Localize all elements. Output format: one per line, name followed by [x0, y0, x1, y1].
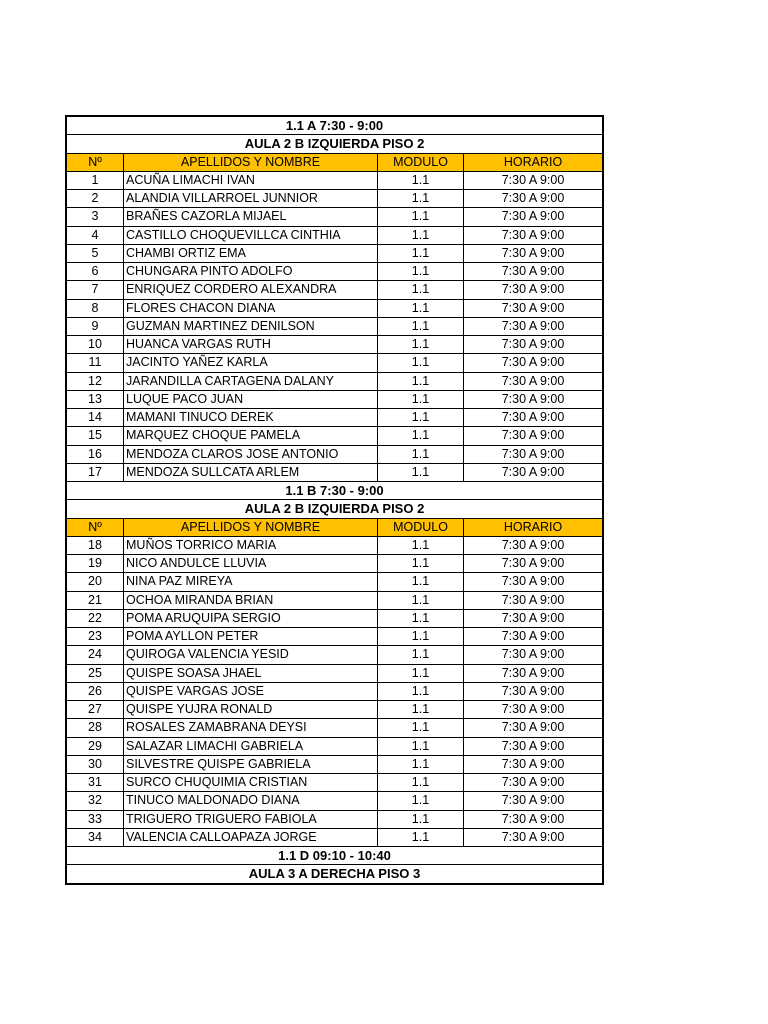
row-module: 1.1	[378, 682, 464, 700]
row-schedule: 7:30 A 9:00	[464, 208, 603, 226]
row-schedule: 7:30 A 9:00	[464, 317, 603, 335]
header-schedule: HORARIO	[464, 518, 603, 536]
header-module: MODULO	[378, 153, 464, 171]
row-module: 1.1	[378, 208, 464, 226]
row-name: ENRIQUEZ CORDERO ALEXANDRA	[124, 281, 378, 299]
row-schedule: 7:30 A 9:00	[464, 774, 603, 792]
row-module: 1.1	[378, 263, 464, 281]
row-module: 1.1	[378, 719, 464, 737]
header-num: Nº	[67, 518, 124, 536]
row-schedule: 7:30 A 9:00	[464, 810, 603, 828]
group-title-row	[67, 482, 603, 500]
row-name: VALENCIA CALLOAPAZA JORGE	[124, 828, 378, 846]
row-name: MENDOZA SULLCATA ARLEM	[124, 463, 378, 481]
row-num: 1	[67, 171, 124, 189]
row-num: 9	[67, 317, 124, 335]
row-module: 1.1	[378, 774, 464, 792]
header-schedule: HORARIO	[464, 153, 603, 171]
group-title-cell: AULA 3 A DERECHA PISO 3	[67, 865, 603, 883]
group-title-row	[67, 135, 603, 153]
row-name: SILVESTRE QUISPE GABRIELA	[124, 755, 378, 773]
group-title-row	[67, 865, 603, 883]
table-row	[67, 591, 603, 609]
row-schedule: 7:30 A 9:00	[464, 536, 603, 554]
table-row	[67, 828, 603, 846]
row-num: 11	[67, 354, 124, 372]
row-module: 1.1	[378, 646, 464, 664]
row-name: QUIROGA VALENCIA YESID	[124, 646, 378, 664]
row-num: 20	[67, 573, 124, 591]
row-schedule: 7:30 A 9:00	[464, 263, 603, 281]
table-row	[67, 628, 603, 646]
table-row	[67, 792, 603, 810]
table-row	[67, 354, 603, 372]
row-name: LUQUE PACO JUAN	[124, 390, 378, 408]
row-module: 1.1	[378, 226, 464, 244]
row-schedule: 7:30 A 9:00	[464, 226, 603, 244]
row-schedule: 7:30 A 9:00	[464, 445, 603, 463]
row-module: 1.1	[378, 427, 464, 445]
header-num: Nº	[67, 153, 124, 171]
table-row	[67, 573, 603, 591]
row-schedule: 7:30 A 9:00	[464, 372, 603, 390]
table-row	[67, 682, 603, 700]
table-row	[67, 281, 603, 299]
row-module: 1.1	[378, 737, 464, 755]
row-module: 1.1	[378, 445, 464, 463]
row-module: 1.1	[378, 591, 464, 609]
row-name: POMA ARUQUIPA SERGIO	[124, 609, 378, 627]
row-num: 28	[67, 719, 124, 737]
row-num: 29	[67, 737, 124, 755]
row-module: 1.1	[378, 281, 464, 299]
row-num: 21	[67, 591, 124, 609]
row-schedule: 7:30 A 9:00	[464, 755, 603, 773]
row-module: 1.1	[378, 555, 464, 573]
row-name: POMA AYLLON PETER	[124, 628, 378, 646]
row-module: 1.1	[378, 372, 464, 390]
row-schedule: 7:30 A 9:00	[464, 244, 603, 262]
row-name: ROSALES ZAMABRANA DEYSI	[124, 719, 378, 737]
row-schedule: 7:30 A 9:00	[464, 628, 603, 646]
header-name: APELLIDOS Y NOMBRE	[124, 153, 378, 171]
row-num: 25	[67, 664, 124, 682]
row-schedule: 7:30 A 9:00	[464, 682, 603, 700]
row-module: 1.1	[378, 701, 464, 719]
row-module: 1.1	[378, 171, 464, 189]
row-num: 16	[67, 445, 124, 463]
row-schedule: 7:30 A 9:00	[464, 646, 603, 664]
row-num: 8	[67, 299, 124, 317]
row-schedule: 7:30 A 9:00	[464, 609, 603, 627]
row-name: BRAÑES CAZORLA MIJAEL	[124, 208, 378, 226]
row-name: CHAMBI ORTIZ EMA	[124, 244, 378, 262]
row-module: 1.1	[378, 336, 464, 354]
row-module: 1.1	[378, 609, 464, 627]
row-num: 34	[67, 828, 124, 846]
row-num: 26	[67, 682, 124, 700]
row-schedule: 7:30 A 9:00	[464, 737, 603, 755]
group-title-cell: 1.1 B 7:30 - 9:00	[67, 482, 603, 500]
group-title-cell: AULA 2 B IZQUIERDA PISO 2	[67, 500, 603, 518]
row-num: 17	[67, 463, 124, 481]
row-name: GUZMAN MARTINEZ DENILSON	[124, 317, 378, 335]
row-schedule: 7:30 A 9:00	[464, 281, 603, 299]
schedule-sheet	[65, 115, 604, 885]
row-schedule: 7:30 A 9:00	[464, 336, 603, 354]
row-name: SURCO CHUQUIMIA CRISTIAN	[124, 774, 378, 792]
table-row	[67, 664, 603, 682]
row-num: 31	[67, 774, 124, 792]
row-num: 2	[67, 190, 124, 208]
group-title-cell: 1.1 D 09:10 - 10:40	[67, 847, 603, 865]
group-title-row	[67, 847, 603, 865]
row-schedule: 7:30 A 9:00	[464, 463, 603, 481]
row-num: 6	[67, 263, 124, 281]
row-schedule: 7:30 A 9:00	[464, 701, 603, 719]
table-row	[67, 372, 603, 390]
row-name: MENDOZA CLAROS JOSE ANTONIO	[124, 445, 378, 463]
row-num: 14	[67, 409, 124, 427]
table-row	[67, 263, 603, 281]
table-row	[67, 555, 603, 573]
table-row	[67, 390, 603, 408]
row-num: 13	[67, 390, 124, 408]
row-num: 5	[67, 244, 124, 262]
group-title-row	[67, 500, 603, 518]
row-name: SALAZAR LIMACHI GABRIELA	[124, 737, 378, 755]
table-row	[67, 701, 603, 719]
row-num: 18	[67, 536, 124, 554]
row-module: 1.1	[378, 190, 464, 208]
row-name: NINA PAZ MIREYA	[124, 573, 378, 591]
row-schedule: 7:30 A 9:00	[464, 555, 603, 573]
row-schedule: 7:30 A 9:00	[464, 171, 603, 189]
table-row	[67, 755, 603, 773]
row-name: HUANCA VARGAS RUTH	[124, 336, 378, 354]
row-module: 1.1	[378, 628, 464, 646]
table-row	[67, 536, 603, 554]
group-title-cell: AULA 2 B IZQUIERDA PISO 2	[67, 135, 603, 153]
row-name: CASTILLO CHOQUEVILLCA CINTHIA	[124, 226, 378, 244]
table-row	[67, 244, 603, 262]
row-module: 1.1	[378, 390, 464, 408]
row-schedule: 7:30 A 9:00	[464, 828, 603, 846]
row-num: 33	[67, 810, 124, 828]
row-module: 1.1	[378, 573, 464, 591]
row-name: MARQUEZ CHOQUE PAMELA	[124, 427, 378, 445]
table-row	[67, 646, 603, 664]
row-schedule: 7:30 A 9:00	[464, 664, 603, 682]
row-num: 19	[67, 555, 124, 573]
row-num: 27	[67, 701, 124, 719]
row-module: 1.1	[378, 828, 464, 846]
row-module: 1.1	[378, 792, 464, 810]
table-row	[67, 774, 603, 792]
row-schedule: 7:30 A 9:00	[464, 354, 603, 372]
row-num: 23	[67, 628, 124, 646]
row-module: 1.1	[378, 299, 464, 317]
table-row	[67, 299, 603, 317]
table-row	[67, 190, 603, 208]
row-module: 1.1	[378, 536, 464, 554]
row-num: 7	[67, 281, 124, 299]
row-module: 1.1	[378, 664, 464, 682]
row-name: NICO ANDULCE LLUVIA	[124, 555, 378, 573]
row-schedule: 7:30 A 9:00	[464, 409, 603, 427]
row-name: ALANDIA VILLARROEL JUNNIOR	[124, 190, 378, 208]
table-row	[67, 317, 603, 335]
row-module: 1.1	[378, 244, 464, 262]
table-row	[67, 427, 603, 445]
row-name: OCHOA MIRANDA BRIAN	[124, 591, 378, 609]
row-name: MAMANI TINUCO DEREK	[124, 409, 378, 427]
row-schedule: 7:30 A 9:00	[464, 299, 603, 317]
row-schedule: 7:30 A 9:00	[464, 792, 603, 810]
row-num: 30	[67, 755, 124, 773]
table-body	[67, 117, 603, 884]
column-header-row	[67, 518, 603, 536]
row-module: 1.1	[378, 463, 464, 481]
row-name: QUISPE YUJRA RONALD	[124, 701, 378, 719]
column-header-row	[67, 153, 603, 171]
table-row	[67, 226, 603, 244]
row-name: FLORES CHACON DIANA	[124, 299, 378, 317]
row-name: TRIGUERO TRIGUERO FABIOLA	[124, 810, 378, 828]
table-row	[67, 208, 603, 226]
row-num: 4	[67, 226, 124, 244]
table-row	[67, 463, 603, 481]
row-name: JACINTO YAÑEZ KARLA	[124, 354, 378, 372]
row-name: QUISPE VARGAS JOSE	[124, 682, 378, 700]
group-title-cell: 1.1 A 7:30 - 9:00	[67, 117, 603, 135]
row-schedule: 7:30 A 9:00	[464, 719, 603, 737]
row-num: 22	[67, 609, 124, 627]
table-row	[67, 171, 603, 189]
row-name: CHUNGARA PINTO ADOLFO	[124, 263, 378, 281]
group-title-row	[67, 117, 603, 135]
row-name: ACUÑA LIMACHI IVAN	[124, 171, 378, 189]
row-num: 15	[67, 427, 124, 445]
row-module: 1.1	[378, 755, 464, 773]
row-schedule: 7:30 A 9:00	[464, 427, 603, 445]
row-num: 12	[67, 372, 124, 390]
row-name: TINUCO MALDONADO DIANA	[124, 792, 378, 810]
row-num: 32	[67, 792, 124, 810]
header-module: MODULO	[378, 518, 464, 536]
table-row	[67, 719, 603, 737]
table-row	[67, 737, 603, 755]
row-module: 1.1	[378, 354, 464, 372]
table-row	[67, 609, 603, 627]
row-schedule: 7:30 A 9:00	[464, 591, 603, 609]
row-schedule: 7:30 A 9:00	[464, 573, 603, 591]
row-schedule: 7:30 A 9:00	[464, 190, 603, 208]
row-name: MUÑOS TORRICO MARIA	[124, 536, 378, 554]
student-schedule-table	[66, 116, 603, 884]
row-module: 1.1	[378, 317, 464, 335]
row-schedule: 7:30 A 9:00	[464, 390, 603, 408]
row-name: QUISPE SOASA JHAEL	[124, 664, 378, 682]
row-num: 24	[67, 646, 124, 664]
table-row	[67, 445, 603, 463]
row-num: 10	[67, 336, 124, 354]
row-module: 1.1	[378, 810, 464, 828]
table-row	[67, 409, 603, 427]
row-module: 1.1	[378, 409, 464, 427]
table-row	[67, 810, 603, 828]
header-name: APELLIDOS Y NOMBRE	[124, 518, 378, 536]
table-row	[67, 336, 603, 354]
row-num: 3	[67, 208, 124, 226]
row-name: JARANDILLA CARTAGENA DALANY	[124, 372, 378, 390]
